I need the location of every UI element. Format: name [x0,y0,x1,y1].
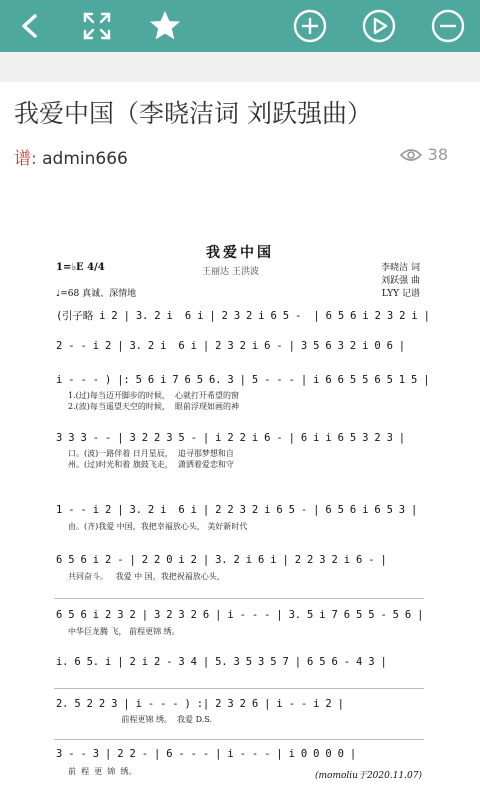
lyrics-row: 共同奋斗。 我爱 中 国，我把祝福放心头， [68,572,225,581]
sheet-music[interactable] [50,236,430,790]
tempo-marking: ♩=68 真诚、深情地 [56,289,137,299]
lyrics-row: 口。(波)一路伴着 日月星辰， 追寻那梦想和自 州。(过)时光和着 旗鼓飞走， 潇洒着爱恋和守 [68,449,234,469]
notation-row: 1 - - i 2 | 3. 2 i 6 i | 2 2 3 2 i 6 5 - | 6 5 6 i 6 5 3 | [56,504,418,516]
notation-row: 6 5 6 i 2 3 2 | 3 2 3 2 6 | i - - - | 3. 5 i 7 6 5 5 - 5 6 | [56,609,424,621]
notation-row: 2. 5 2 2 3 | i - - - ) :| 2 3 2 6 | i - - i 2 | [56,698,344,710]
play-button[interactable] [359,6,399,46]
lyrics-row: 前 程 更 锦 绣。 [68,767,137,776]
notation-row: 6 5 6 i 2 - | 2 2 0 i 2 | 3. 2 i 6 i | 2 2 3 2 i 6 - | [56,554,387,566]
top-toolbar [0,0,480,52]
notation-row: i - - - ) |: 5 6 i 7 6 5 6. 3 | 5 - - - | i 6 6 5 5 6 5 1 5 | [56,374,430,386]
star-icon [148,9,182,43]
volta-bracket [54,598,424,599]
lyrics-row: 前程更锦 绣。 我爱 D.S. [68,715,212,724]
zoom-in-icon [293,9,327,43]
lyricist: 李晓洁 词 [381,263,420,273]
date-note: (momoliu于2020.11.07) [314,771,422,781]
author-name[interactable]: admin666 [42,149,128,169]
toolbar-spacer [0,52,480,82]
fullscreen-button[interactable] [77,6,117,46]
back-icon [17,13,43,39]
fullscreen-icon [82,11,112,41]
zoom-in-button[interactable] [290,6,330,46]
volta-bracket [54,739,424,740]
transcriber: LYY 记谱 [381,289,420,299]
play-icon [362,9,396,43]
view-count [400,145,448,164]
notation-row: (引子略 i 2 | 3. 2 i 6 i | 2 3 2 i 6 5 - | 6 5 6 i 2 3 2 i | [56,310,430,322]
sheet-title: 我爱中国 [206,245,274,261]
notation-row: i. 6 5. i | 2 i 2 - 3 4 | 5. 3 5 3 5 7 | 6 5 6 - 4 3 | [56,656,387,668]
notation-row: 3 - - 3 | 2 2 - | 6 - - - | i - - - | i 0 0 0 0 | [56,748,356,760]
performers: 王丽达 王洪波 [202,267,259,277]
notation-row: 3 3 3 - - | 3 2 2 3 5 - | i 2 2 i 6 - | 6 i i 6 5 3 2 3 | [56,432,405,444]
view-count-value: 38 [427,145,448,164]
notation-row: 2 - - i 2 | 3. 2 i 6 i | 2 3 2 i 6 - | 3 5 6 3 2 i 0 6 | [56,340,405,352]
volta-bracket [54,688,424,689]
favorite-button[interactable] [145,6,185,46]
eye-icon [400,148,422,162]
score-label: 谱: [14,149,37,169]
song-author [14,144,128,169]
composer: 刘跃强 曲 [381,276,420,286]
lyrics-row: 1.(过)每当迈开脚步的时候， 心就打开希望的窗 2.(波)每当遥望天空的时候， 眼前浮现如画的神 [68,391,239,411]
lyrics-row: 中华巨龙腾 飞， 前程更锦 绣。 [68,627,180,636]
back-button[interactable] [10,6,50,46]
key-signature: 1=♭E 4/4 [56,262,105,273]
zoom-out-icon [431,9,465,43]
lyrics-row: 由。(齐)我爱 中国，我把幸福放心头， 美好新时代 [68,522,248,531]
song-title: 我爱中国（李晓洁词 刘跃强曲） [14,99,372,128]
zoom-out-button[interactable] [428,6,468,46]
